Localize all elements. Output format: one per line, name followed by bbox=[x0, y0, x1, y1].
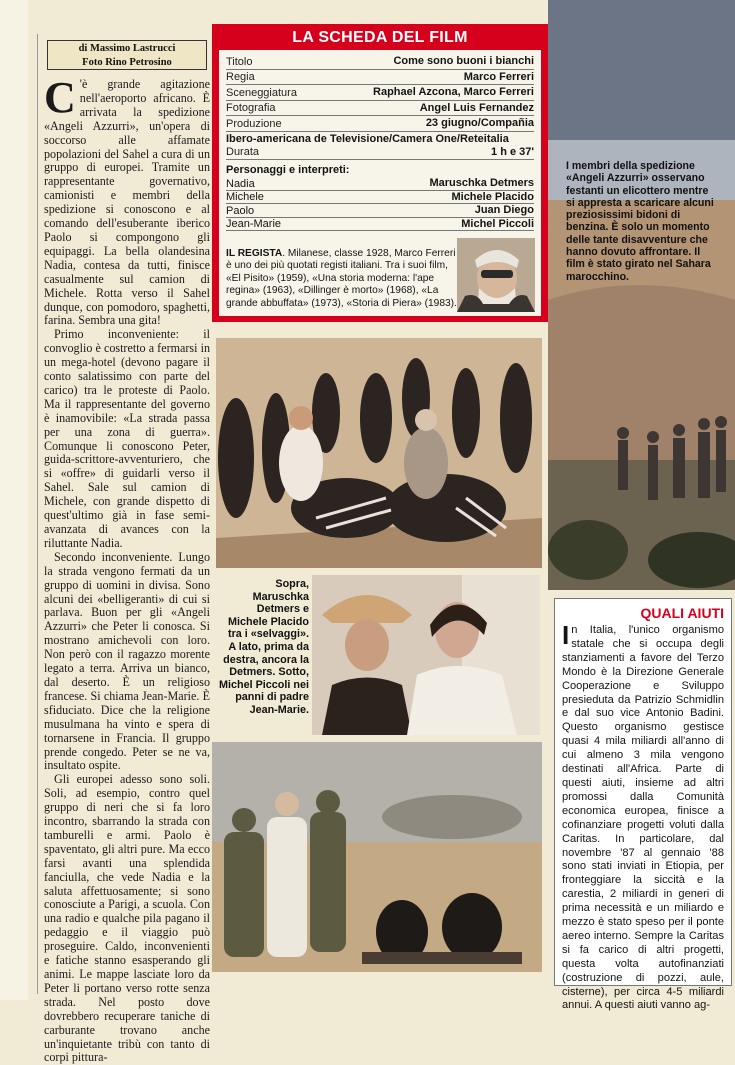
film-card-row bbox=[226, 132, 534, 145]
helicopter-scene-photo bbox=[548, 0, 735, 590]
film-card-key: Durata bbox=[226, 146, 260, 158]
film-card-key: Regia bbox=[226, 71, 255, 83]
director-label: IL REGISTA bbox=[226, 248, 283, 259]
film-card-value: 23 giugno/Compañia bbox=[425, 117, 534, 129]
film-card-key: Produzione bbox=[226, 117, 282, 130]
sidebar-drop-cap: I bbox=[562, 620, 570, 650]
soldiers-priest-image bbox=[212, 742, 542, 972]
byline-photo-credit: Foto Rino Petrosino bbox=[82, 57, 172, 68]
cast-row bbox=[226, 191, 534, 205]
column-rule bbox=[37, 34, 38, 994]
byline-author: di Massimo Lastrucci bbox=[78, 43, 176, 54]
film-card-row bbox=[226, 54, 534, 70]
two-women-image bbox=[312, 575, 540, 735]
film-card-key: Sceneggiatura bbox=[226, 86, 297, 99]
cast-row bbox=[226, 177, 534, 191]
actresses-photo bbox=[312, 575, 540, 735]
film-card-key: Titolo bbox=[226, 55, 253, 68]
film-card-value: Angel Luis Fernandez bbox=[419, 101, 534, 114]
page-gutter bbox=[0, 0, 28, 1000]
director-bio-text: . Milanese, classe 1928, Marco Ferreri è uno dei più quotati registi italiani. Tra i suoi film, «El Pisito» (1959), «Una storia moderna: l'ape regina» (1963), «Dillinger è morto» (1968), «La grande abbuffata» (1973), «Storia di Piera» (1983). bbox=[226, 248, 457, 309]
cast-actor: Juan Diego bbox=[474, 204, 534, 216]
cast-character: Jean-Marie bbox=[226, 218, 282, 230]
film-card-row bbox=[226, 70, 534, 86]
film-card-key: Fotografia bbox=[226, 102, 276, 114]
film-card-row bbox=[226, 116, 534, 132]
film-card-value: Marco Ferreri bbox=[463, 70, 534, 83]
director-bio bbox=[226, 248, 458, 310]
article-paragraph-text: 'è grande agitazione nell'aeroporto africano. È arrivata la spedizione «Angeli Azzurri», un'opera di soccorso alle affamate popolazioni del Sahel a cura di un gruppo di europei. Tramite un rappresentante governativo, camionisti e membri della spedizione si conoscono e al comando dell'esuberante iberico Paolo si compongono gli equipaggi. La bella olandesina Nadia, contesa da tutti, finisce casualmente sul camion di Michele. Rotta verso il Sahel dunque, con pomodoro, spaghetti, farina. Sembra una gita! bbox=[44, 77, 210, 328]
right-photo-caption: I membri della spedizione «Angeli Azzurri» osservano festanti un elicottero mentre si appresta a scaricare alcuni preziosissimi bidoni di benzina. È solo un momento delle tante disavventure che hanno dovuto affrontare. Il film è stato girato nel Sahara marocchino. bbox=[566, 160, 714, 283]
film-card-title: LA SCHEDA DEL FILM bbox=[292, 29, 468, 46]
article-paragraph bbox=[44, 73, 210, 328]
sidebar-body: n Italia, l'unico organismo statale che si occupa degli stanziamenti a favore del Terzo Mondo è la Direzione Generale Cooperazione e Sviluppo presieduta da Patrizio Schmidlin e dal suo vice Antonio Badini. Questo organismo gestisce quasi 4 mila miliardi all'anno di cui almeno 3 mila vengono destinati all'Africa. Parte di questi aiuti, insieme ad altri promossi dalla Comunità economica europea, finisce a cofinanziare progetti voluti dalla Caritas. In particolare, dal novembre '87 al gennaio '88 sono stati inviati in Etiopia, per fronteggiare la siccità e la carestia, 2 miliardi in generi di prima necessità e un miliardo e mezzo è stato speso per il ponte aereo interno. Sempre la Caritas si fa carico di altri progetti, questa volta autofinanziati (costruzione di pozzi, aule, cisterne), per circa 4-5 miliardi annui. A questi aiuti vanno ag- bbox=[562, 624, 724, 1012]
cast-row bbox=[226, 218, 534, 232]
film-card-value: Ibero-americana de Televisione/Camera One/Reteitalia bbox=[226, 132, 509, 145]
article-paragraph: Primo inconveniente: il convoglio è costretto a fermarsi in un mega-hotel (devono pagare il conto salatissimo con parte del carico) tra le proteste di Paolo. Ma il rappresentante del governo è inamovibile: «La strada passa per una zona di guerra». Comunque li conoscono Peter, guida-scrittore-avventuriero, che si «offre» di guidarli verso il Sahel. Sale sul camion di Michele, con grande dispetto di quest'ultimo già in fase semi-avanzata di avances con la riluttante Nadia. bbox=[44, 327, 210, 550]
article-paragraph: Secondo inconveniente. Lungo la strada vengono fermati da un gruppo di uomini in divisa. Sono alcuni dei «belligeranti» di cui si parlava. Buon per gli «Angeli Azzurri» che Peter li conosca. Si mostrano amichevoli con loro. Non però con il ragazzo morente legato a terra. Arriva un bianco, dal deserto. È un religioso francese. Si chiama Jean-Marie. È sfiduciato. Dice che la religione musulmana ha vinto e spera di tornarsene in Francia. Il gruppo prende congedo. Peter se ne va, insultato ospite. bbox=[44, 549, 210, 773]
sidebar-title: QUALI AIUTI bbox=[640, 605, 724, 621]
film-card bbox=[212, 24, 548, 322]
desert-landscape-image bbox=[548, 0, 735, 590]
cast-character: Nadia bbox=[226, 177, 255, 190]
byline bbox=[47, 40, 207, 70]
cast-actor: Maruschka Detmers bbox=[429, 177, 534, 189]
article-paragraph: Gli europei adesso sono soli. Soli, ad esempio, contro quel gruppo di neri che si fa loro incontro, sbarrando la strada con tamburelli e armi. Paolo è spaventato, gli altri pure. Ma ecco farsi avanti una splendida fanciulla, che vede Nadia e la saluta affettuosamente; si sono conosciute a Parigi, a scuola. Con una radio e qualche pila pagano il pedaggio e il viaggio può proseguire. Caldo, inconvenienti e fatiche stanno esasperando gli animi. Le mappe lasciate loro da Peter li portano verso rotte senza strada. Nel posto dove dovrebbero recuperare taniche di carburante trovano anche un'inquietante tribù con tanto di corpi pittura- bbox=[44, 772, 210, 1065]
tribe-scene-photo bbox=[216, 338, 542, 568]
film-card-row bbox=[226, 145, 534, 161]
sidebar-text bbox=[562, 620, 724, 1013]
director-photo bbox=[457, 238, 535, 312]
film-card-value: Raphael Azcona, Marco Ferreri bbox=[373, 86, 534, 98]
film-card-row bbox=[226, 85, 534, 101]
cast-actor: Michel Piccoli bbox=[461, 217, 534, 230]
cast-character: Michele bbox=[226, 191, 264, 203]
jean-marie-scene-photo bbox=[212, 742, 542, 972]
film-card-value: Come sono buoni i bianchi bbox=[393, 55, 534, 67]
film-card-body bbox=[219, 50, 541, 316]
film-card-value: 1 h e 37' bbox=[491, 145, 534, 158]
cast-heading: Personaggi e interpreti: bbox=[226, 164, 350, 176]
film-card-row bbox=[226, 101, 534, 117]
tribe-group-image bbox=[216, 338, 542, 568]
drop-cap: C bbox=[44, 73, 76, 122]
quali-aiuti-box bbox=[554, 598, 732, 1012]
cast-actor: Michele Placido bbox=[451, 190, 534, 203]
left-photo-caption: Sopra, Maruschka Detmers e Michele Placido tra i «selvaggi». A lato, prima da destra, ancora la Detmers. Sotto, Michel Piccoli nei panni di padre Jean-Marie. bbox=[219, 578, 310, 716]
cast-character: Paolo bbox=[226, 204, 255, 217]
director-portrait-image bbox=[457, 238, 535, 312]
cast-row bbox=[226, 204, 534, 218]
article-body bbox=[44, 73, 210, 1065]
